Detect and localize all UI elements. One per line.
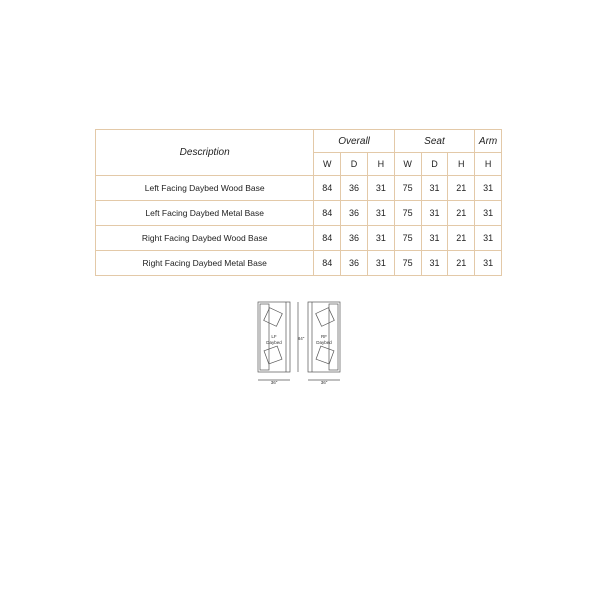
table-cell: 84	[314, 226, 341, 251]
table-cell: 84	[314, 201, 341, 226]
table-cell: 21	[448, 251, 475, 276]
table-cell: 31	[475, 176, 502, 201]
overall-h-header: H	[367, 153, 394, 176]
table-cell: 75	[394, 176, 421, 201]
rf-width-label: 36"	[320, 380, 328, 385]
rf-label-line2: Daybed	[316, 340, 332, 345]
table-cell: 31	[367, 176, 394, 201]
overall-header: Overall	[314, 130, 394, 153]
table-cell: 36	[341, 251, 368, 276]
table-cell: 75	[394, 226, 421, 251]
table-cell: 31	[421, 176, 448, 201]
description-header: Description	[96, 130, 314, 176]
seat-h-header: H	[448, 153, 475, 176]
table-cell: 84	[314, 251, 341, 276]
table-cell: 31	[475, 251, 502, 276]
table-cell: 36	[341, 176, 368, 201]
rf-pillow-bottom	[316, 346, 334, 364]
lf-label-line1: LF	[271, 334, 277, 339]
table-cell: 31	[421, 226, 448, 251]
arm-header: Arm	[475, 130, 502, 153]
table-cell: 31	[475, 201, 502, 226]
table-row	[96, 176, 502, 201]
row-description: Left Facing Daybed Wood Base	[96, 176, 314, 201]
table-row	[96, 251, 502, 276]
table-group-header-row	[96, 130, 502, 153]
table-cell: 31	[367, 226, 394, 251]
lf-pillow-top	[264, 308, 283, 327]
table-cell: 36	[341, 226, 368, 251]
lf-pillow-bottom	[264, 346, 282, 364]
row-description: Right Facing Daybed Wood Base	[96, 226, 314, 251]
table-cell: 21	[448, 201, 475, 226]
lf-label-line2: Daybed	[266, 340, 282, 345]
table-row	[96, 226, 502, 251]
row-description: Left Facing Daybed Metal Base	[96, 201, 314, 226]
overall-w-header: W	[314, 153, 341, 176]
arm-h-header: H	[475, 153, 502, 176]
table-cell: 75	[394, 201, 421, 226]
dimensions-table	[95, 129, 502, 276]
rf-pillow-top	[316, 308, 335, 327]
row-description: Right Facing Daybed Metal Base	[96, 251, 314, 276]
seat-w-header: W	[394, 153, 421, 176]
table-cell: 31	[475, 226, 502, 251]
daybed-diagram	[246, 296, 354, 388]
table-cell: 75	[394, 251, 421, 276]
table-cell: 31	[367, 251, 394, 276]
length-label: 84"	[297, 336, 305, 341]
lf-width-label: 36"	[270, 380, 278, 385]
table-cell: 21	[448, 226, 475, 251]
table-row	[96, 201, 502, 226]
table-cell: 31	[421, 201, 448, 226]
table-cell: 31	[367, 201, 394, 226]
overall-d-header: D	[341, 153, 368, 176]
seat-d-header: D	[421, 153, 448, 176]
rf-label-line1: RF	[321, 334, 327, 339]
table-cell: 21	[448, 176, 475, 201]
table-cell: 84	[314, 176, 341, 201]
table-cell: 31	[421, 251, 448, 276]
seat-header: Seat	[394, 130, 474, 153]
table-cell: 36	[341, 201, 368, 226]
